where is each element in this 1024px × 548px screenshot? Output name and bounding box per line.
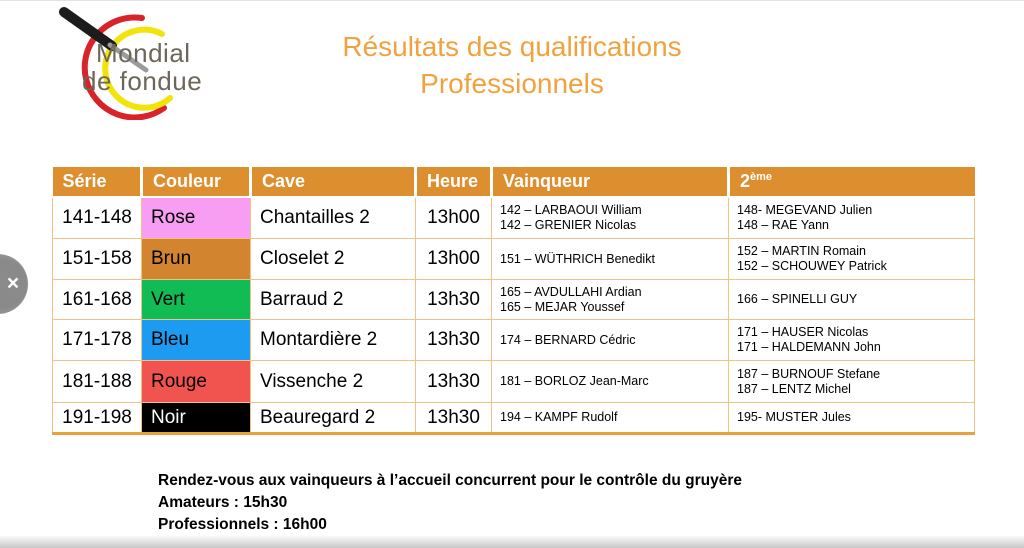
header-vainqueur: Vainqueur [492,167,729,197]
couleur-cell: Bleu [142,320,251,361]
serie-cell: 151-158 [53,239,142,280]
serie-cell: 191-198 [53,403,142,434]
notes-line3: Professionnels : 16h00 [158,516,327,533]
couleur-cell: Rouge [142,361,251,403]
table-row [53,239,975,280]
heure-cell: 13h30 [416,280,492,320]
results-table-body [53,197,975,434]
vainqueur-cell: 181 – BORLOZ Jean-Marc [492,361,729,403]
vainqueur-cell: 194 – KAMPF Rudolf [492,403,729,434]
page-title-line1: Résultats des qualifications [342,31,682,62]
vainqueur-cell: 142 – LARBAOUI William 142 – GRENIER Nicolas [492,197,729,239]
cave-cell: Barraud 2 [251,280,416,320]
heure-cell: 13h30 [416,361,492,403]
table-row [53,280,975,320]
header-heure: Heure [416,167,492,197]
page-title [0,28,1024,102]
vainqueur-cell: 174 – BERNARD Cédric [492,320,729,361]
deuxieme-cell: 187 – BURNOUF Stefane 187 – LENTZ Michel [729,361,975,403]
table-row [53,197,975,239]
couleur-cell: Noir [142,403,251,434]
notes-line1: Rendez-vous aux vainqueurs à l’accueil concurrent pour le contrôle du gruyère [158,472,742,489]
table-row [53,403,975,434]
close-button[interactable] [0,254,28,314]
header-cave: Cave [251,167,416,197]
deuxieme-cell: 166 – SPINELLI GUY [729,280,975,320]
serie-cell: 141-148 [53,197,142,239]
heure-cell: 13h30 [416,320,492,361]
cave-cell: Beauregard 2 [251,403,416,434]
close-icon: × [6,272,20,295]
logo-text-line1: Mondial [96,38,191,68]
cave-cell: Chantailles 2 [251,197,416,239]
page-title-line2: Professionnels [420,68,604,99]
serie-cell: 171-178 [53,320,142,361]
table-row [53,361,975,403]
header-couleur: Couleur [142,167,251,197]
notes-line2: Amateurs : 15h30 [158,494,288,511]
table-row [53,320,975,361]
top-edge-line [0,0,1024,1]
couleur-cell: Brun [142,239,251,280]
table-header-row [53,167,975,197]
cave-cell: Vissenche 2 [251,361,416,403]
heure-cell: 13h00 [416,197,492,239]
logo-text-line2: de fondue [82,66,203,96]
deuxieme-cell: 195- MUSTER Jules [729,403,975,434]
deuxieme-cell: 152 – MARTIN Romain 152 – SCHOUWEY Patrick [729,239,975,280]
couleur-cell: Rose [142,197,251,239]
bottom-shadow [0,535,1024,548]
deuxieme-cell: 148- MEGEVAND Julien 148 – RAE Yann [729,197,975,239]
vainqueur-cell: 151 – WÜTHRICH Benedikt [492,239,729,280]
meeting-notes [158,470,742,536]
couleur-cell: Vert [142,280,251,320]
heure-cell: 13h30 [416,403,492,434]
serie-cell: 161-168 [53,280,142,320]
header-deuxieme: 2ème [729,167,975,197]
header-serie: Série [53,167,142,197]
vainqueur-cell: 165 – AVDULLAHI Ardian 165 – MEJAR Youssef [492,280,729,320]
results-table [52,167,975,435]
serie-cell: 181-188 [53,361,142,403]
cave-cell: Closelet 2 [251,239,416,280]
deuxieme-cell: 171 – HAUSER Nicolas 171 – HALDEMANN John [729,320,975,361]
cave-cell: Montardière 2 [251,320,416,361]
heure-cell: 13h00 [416,239,492,280]
